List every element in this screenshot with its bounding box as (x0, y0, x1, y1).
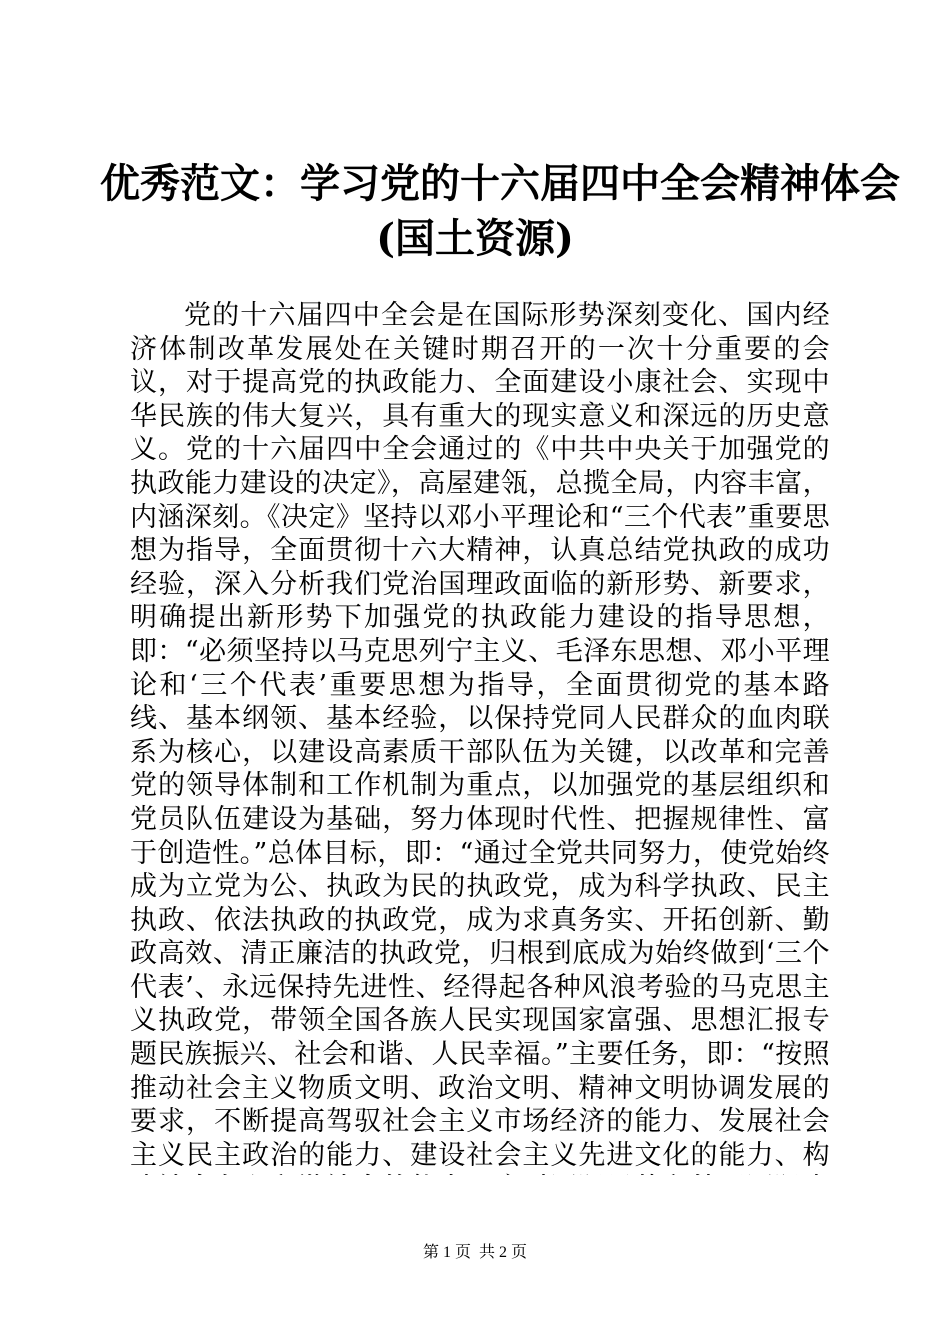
body-paragraph: 党的十六届四中全会是在国际形势深刻变化、国内经济体制改革发展处在关键时期召开的一次十分重要的会议，对于提高党的执政能力、全面建设小康社会、实现中华民族的伟大复兴，具有重大的现实意义和深远的历史意义。党的十六届四中全会通过的《中共中央关于加强党的执政能力建设的决定》，高屋建瓴，总揽全局，内容丰富，内涵深刻。《决定》坚持以邓小平理论和“三个代表”重要思想为指导，全面贯彻十六大精神，认真总结党执政的成功经验，深入分析我们党治国理政面临的新形势、新要求，明确提出新形势下加强党的执政能力建设的指导思想，即：“必须坚持以马克思列宁主义、毛泽东思想、邓小平理论和‘三个代表’重要思想为指导，全面贯彻党的基本路线、基本纲领、基本经验，以保持党同人民群众的血肉联系为核心，以建设高素质干部队伍为关键，以改革和完善党的领导体制和工作机制为重点，以加强党的基层组织和党员队伍建设为基础，努力体现时代性、把握规律性、富于创造性。”总体目标，即：“通过全党共同努力，使党始终成为立党为公、执政为民的执政党，成为科学执政、民主执政、依法执政的执政党，成为求真务实、开拓创新、勤政高效、清正廉洁的执政党，归根到底成为始终做到‘三个代表’、永远保持先进性、经得起各种风浪考验的马克思主义执政党，带领全国各族人民实现国家富强、思想汇报专题民族振兴、社会和谐、人民幸福。”主要任务，即：“按照推动社会主义物质文明、政治文明、精神文明协调发展的要求，不断提高驾驭社会主义市场经济的能力、发展社会主义民主政治的能力、建设社会主义先进文化的能力、构 (130, 300, 830, 1171)
document-subtitle: (国土资源) (376, 215, 574, 262)
document-title: 优秀范文：学习党的十六届四中全会精神体会 (100, 160, 900, 207)
page-number-footer: 第 1 页 共 2 页 (422, 1244, 527, 1261)
